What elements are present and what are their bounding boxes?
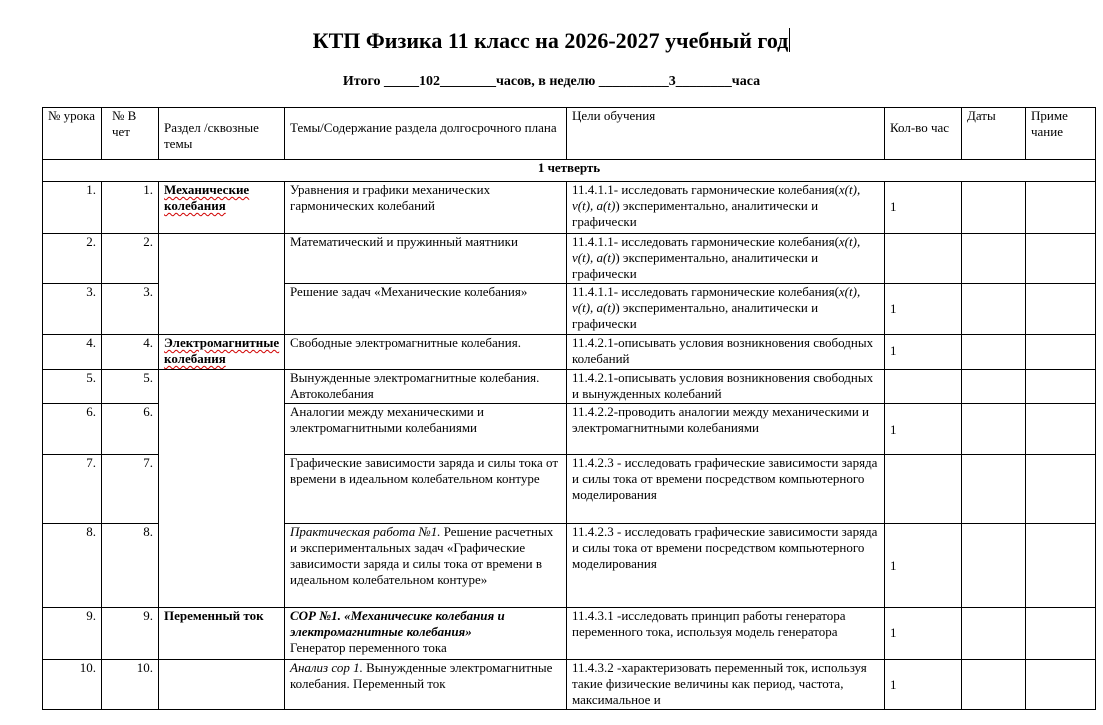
quarter-lesson-number: 7. xyxy=(102,455,159,524)
lesson-number: 7. xyxy=(43,455,102,524)
quarter-lesson-number: 1. xyxy=(102,182,159,234)
dates-cell xyxy=(962,182,1026,234)
topic-cell: Свободные электромагнитные колебания. xyxy=(285,335,567,370)
section-title: Механические колебания xyxy=(164,182,250,213)
dates-cell xyxy=(962,234,1026,284)
header-dates: Даты xyxy=(962,108,1026,160)
header-row xyxy=(43,108,1096,160)
quarter-lesson-number: 4. xyxy=(102,335,159,370)
hours-cell xyxy=(885,370,962,404)
dates-cell xyxy=(962,660,1026,710)
notes-cell xyxy=(1026,234,1096,284)
dates-cell xyxy=(962,335,1026,370)
goal-cell: 11.4.1.1- исследовать гармонические колебания(x(t), v(t), a(t)) экспериментально, аналитически и графически xyxy=(567,234,885,284)
dates-cell xyxy=(962,284,1026,335)
table-row xyxy=(43,404,1096,455)
lesson-number: 2. xyxy=(43,234,102,284)
lesson-number: 1. xyxy=(43,182,102,234)
text-cursor xyxy=(789,28,790,52)
section-cell xyxy=(159,370,285,404)
quarter-lesson-number: 5. xyxy=(102,370,159,404)
header-hours: Кол-во час xyxy=(885,108,962,160)
topic-cell: Математический и пружинный маятники xyxy=(285,234,567,284)
topic-cell: Графические зависимости заряда и силы тока от времени в идеальном колебательном контуре xyxy=(285,455,567,524)
lesson-number: 3. xyxy=(43,284,102,335)
section-cell xyxy=(159,455,285,524)
goal-cell: 11.4.2.1-описывать условия возникновения свободных и вынужденных колебаний xyxy=(567,370,885,404)
notes-cell xyxy=(1026,182,1096,234)
table-row xyxy=(43,370,1096,404)
section-cell xyxy=(159,404,285,455)
lesson-number: 4. xyxy=(43,335,102,370)
table-row xyxy=(43,335,1096,370)
goal-cell: 11.4.2.1-описывать условия возникновения свободных колебаний xyxy=(567,335,885,370)
dates-cell xyxy=(962,455,1026,524)
hours-cell: 1 xyxy=(885,284,962,335)
dates-cell xyxy=(962,370,1026,404)
quarter-lesson-number: 2. xyxy=(102,234,159,284)
section-cell xyxy=(159,335,285,370)
hours-cell: 1 xyxy=(885,404,962,455)
table-row xyxy=(43,234,1096,284)
quarter-lesson-number: 8. xyxy=(102,524,159,608)
header-goals: Цели обучения xyxy=(567,108,885,160)
dates-cell xyxy=(962,608,1026,660)
section-cell xyxy=(159,182,285,234)
notes-cell xyxy=(1026,284,1096,335)
header-topic: Темы/Содержание раздела долгосрочного плана xyxy=(285,108,567,160)
section-cell xyxy=(159,284,285,335)
hours-cell: 1 xyxy=(885,335,962,370)
topic-cell: Решение задач «Механические колебания» xyxy=(285,284,567,335)
dates-cell xyxy=(962,404,1026,455)
goal-cell: 11.4.2.3 - исследовать графические зависимости заряда и силы тока от времени посредством компьютерного моделирования xyxy=(567,524,885,608)
goal-cell: 11.4.2.2-проводить аналогии между механическими и электромагнитными колебаниями xyxy=(567,404,885,455)
hours-cell xyxy=(885,455,962,524)
lesson-number: 9. xyxy=(43,608,102,660)
section-title: Переменный ток xyxy=(164,608,264,623)
quarter-label: 1 четверть xyxy=(43,160,1096,182)
goal-cell: 11.4.2.3 - исследовать графические зависимости заряда и силы тока от времени посредством компьютерного моделирования xyxy=(567,455,885,524)
table-row xyxy=(43,455,1096,524)
quarter-lesson-number: 10. xyxy=(102,660,159,710)
quarter-row xyxy=(43,160,1096,182)
dates-cell xyxy=(962,524,1026,608)
notes-cell xyxy=(1026,524,1096,608)
lesson-number: 10. xyxy=(43,660,102,710)
hours-cell: 1 xyxy=(885,524,962,608)
section-title: Электромагнитные колебания xyxy=(164,335,280,366)
notes-cell xyxy=(1026,404,1096,455)
table-row xyxy=(43,524,1096,608)
topic-cell: Аналогии между механическими и электромагнитными колебаниями xyxy=(285,404,567,455)
quarter-lesson-number: 9. xyxy=(102,608,159,660)
lesson-number: 5. xyxy=(43,370,102,404)
lesson-number: 8. xyxy=(43,524,102,608)
notes-cell xyxy=(1026,335,1096,370)
header-notes: Приме чание xyxy=(1026,108,1096,160)
topic-cell: СОР №1. «Механичесике колебания и электромагнитные колебания» Генератор переменного тока xyxy=(285,608,567,660)
table-row xyxy=(43,182,1096,234)
document-title: КТП Физика 11 класс на 2026-2027 учебный год xyxy=(312,28,789,53)
goal-cell: 11.4.3.2 -характеризовать переменный ток, используя такие физические величины как период, частота, максимальное и xyxy=(567,660,885,710)
table-row xyxy=(43,660,1096,710)
topic-cell: Уравнения и графики механических гармонических колебаний xyxy=(285,182,567,234)
notes-cell xyxy=(1026,608,1096,660)
section-cell xyxy=(159,234,285,284)
hours-cell: 1 xyxy=(885,660,962,710)
quarter-lesson-number: 6. xyxy=(102,404,159,455)
header-section: Раздел /сквозные темы xyxy=(159,108,285,160)
section-cell xyxy=(159,660,285,710)
goal-cell: 11.4.3.1 -исследовать принцип работы генератора переменного тока, используя модель генератора xyxy=(567,608,885,660)
topic-cell: Практическая работа №1. Решение расчетных и экспериментальных задач «Графические зависимости заряда и силы тока от времени в идеальном колебательном контуре» xyxy=(285,524,567,608)
quarter-lesson-number: 3. xyxy=(102,284,159,335)
table-row xyxy=(43,608,1096,660)
notes-cell xyxy=(1026,455,1096,524)
goal-cell: 11.4.1.1- исследовать гармонические колебания(x(t), v(t), a(t)) экспериментально, аналитически и графически xyxy=(567,182,885,234)
goal-cell: 11.4.1.1- исследовать гармонические колебания(x(t), v(t), a(t)) экспериментально, аналитически и графически xyxy=(567,284,885,335)
hours-cell: 1 xyxy=(885,182,962,234)
section-cell xyxy=(159,524,285,608)
plan-table xyxy=(42,107,1096,710)
hours-cell: 1 xyxy=(885,608,962,660)
lesson-number: 6. xyxy=(43,404,102,455)
notes-cell xyxy=(1026,370,1096,404)
topic-cell: Вынужденные электромагнитные колебания. Автоколебания xyxy=(285,370,567,404)
notes-cell xyxy=(1026,660,1096,710)
header-quarter-no: № В чет xyxy=(102,108,159,160)
hours-cell xyxy=(885,234,962,284)
header-lesson-no: № урока xyxy=(43,108,102,160)
topic-cell: Анализ сор 1. Вынужденные электромагнитные колебания. Переменный ток xyxy=(285,660,567,710)
table-row xyxy=(43,284,1096,335)
section-cell xyxy=(159,608,285,660)
document-subtitle: Итого _____102________часов, в неделю __________3________часа xyxy=(342,74,761,89)
